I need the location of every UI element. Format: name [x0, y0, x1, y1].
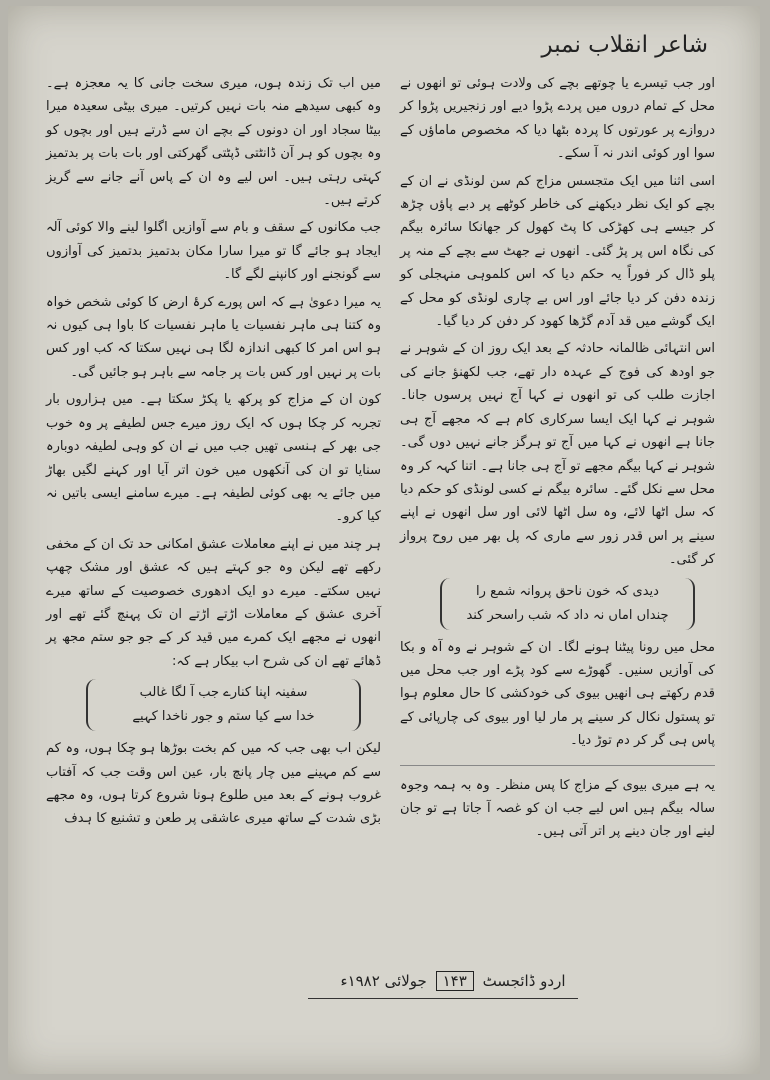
paragraph: ہر چند میں نے اپنے معاملات عشق امکانی حد تک ان کے مخفی رکھے تھے لیکن وہ جو کہتے ہیں کہ عشق اور مشک چھپ نہیں سکتے۔ میرے دو ایک ادھوری خصوصیت کے ساتھ میرے آخری عشق کے معاملات اڑتے اڑتے ان تک پہنچ گئے تھے اور انھوں نے مجھے ایک کمرے میں قید کر کے جو جو ستم مجھ پر ڈھائے تھے ان کی شرح اب بیکار ہے کہ:	[46, 536, 381, 669]
paragraph: اسی اثنا میں ایک متجسس مزاج کم سن لونڈی نے ان کے بچے کو ایک نظر دیکھنے کی خاطر کوٹھے پر دبے پاؤں چڑھ کر جیسے ہی کھڑکی کا پٹ کھول کر جھانکا سائرہ بیگم کی نگاہ اس پر پڑ گئی۔ انھوں نے جھٹ سے بچے کے منہ پر پلو ڈال کر فوراً یہ حکم دیا کہ اس کلموہی منہجلی کو زندہ دفن کر دیا جائے اور اس بے چاری لونڈی کو محل کے ایک گوشے میں قد آدم گڑھا کھود کر دفن کر دیا گیا۔	[400, 173, 715, 330]
divider	[400, 765, 715, 766]
paragraph: میں اب تک زندہ ہوں، میری سخت جانی کا یہ معجزہ ہے۔ وہ کبھی سیدھے منہ بات نہیں کرتیں۔ میری بیٹی سعیدہ میرا بیٹا سجاد اور ان دونوں کے بچے ان سے ڈرتے ہیں اور بچوں کو وہ بچوں کو ہر آن ڈانٹتی ڈپٹتی گھرکتی اور بات بات پر بدتمیز کہتی رہتی ہیں۔ اس لیے وہ ان کے پاس آنے جانے سے گریز کرتے ہیں۔	[46, 76, 381, 209]
paragraph: جب مکانوں کے سقف و بام سے آوازیں اگلوا لینے والا کوئی آلہ ایجاد ہو جائے گا تو میرا سارا مکان بدتمیز بدتمیز کی آوازوں سے گونجنے اور کانپنے لگے گا۔	[46, 220, 381, 283]
paragraph: لیکن اب بھی جب کہ میں کم بخت بوڑھا ہو چکا ہوں، وہ کم سے کم مہینے میں چار پانچ بار، عین اس وقت جب کہ آفتاب غروب ہونے کے بعد میں طلوع ہونا شروع کرتا ہوں، وہ مجھے بڑی شدت کے ساتھ میری عاشقی پر طعن و تشنیع کا ہدف	[46, 741, 381, 827]
paragraph: اور جب تیسرے یا چوتھے بچے کی ولادت ہوئی تو انھوں نے محل کے تمام دروں میں پردے پڑوا دیے اور زنجیریں پڑوا کر دروازے پر عورتوں کا پردہ بٹھا دیا کہ مخصوص ماماؤں کے سوا اور کوئی اندر نہ آ سکے۔	[400, 76, 715, 162]
page	[8, 6, 760, 1074]
footer-rule	[308, 998, 578, 999]
page-number: ۱۴۳	[436, 971, 474, 991]
paragraph: اس انتہائی ظالمانہ حادثہ کے بعد ایک روز ان کے شوہر نے جو اودھ کی فوج کے عہدہ دار تھے، جب لکھنؤ جانے کی اجازت طلب کی تو انھوں نے کہا آج نہیں پرسوں جانا۔ شوہر نے کہا ایک ایسا سرکاری کام ہے کہ مجھے آج ہی جانا ہے انھوں نے کہا میں آج تو ہرگز جانے نہیں دوں گی۔ شوہر نے کہا بیگم مجھے تو آج ہی جانا ہے۔ اتنا کہہ کر وہ محل سے نکل گئے۔ سائرہ بیگم نے کسی لونڈی کو حکم دیا کہ سل اٹھا لائے، وہ سل اٹھا لائی اور سل انھوں نے اپنے سینے پر اس قدر زور سے ماری کہ پل بھر میں روح پرواز کر گئی۔	[400, 341, 715, 568]
left-column	[46, 72, 381, 835]
verse-block	[440, 578, 695, 630]
paragraph: یہ میرا دعویٰ ہے کہ اس پورے کرۂ ارض کا کوئی شخص خواہ وہ کتنا ہی ماہر نفسیات یا ماہر نفسیات کا باوا ہی کیوں نہ ہو اس امر کا کبھی اندازہ لگا ہی نہیں سکتا کہ کب اور کس بات پر نہیں اور کس بات پر جامہ سے باہر ہو جائیں گی۔	[46, 294, 381, 380]
paragraph: کون ان کے مزاج کو پرکھ یا پکڑ سکتا ہے۔ میں ہزاروں بار تجربہ کر چکا ہوں کہ ایک روز میرے جس لطیفے پر وہ خوب جی بھر کے ہنسی تھیں جب میں نے ان کو وہی لطیفہ دوبارہ سنایا تو ان کی آنکھوں میں خون اتر آیا اور کہنے لگیں بھاڑ میں جائے یہ بھی کوئی لطیفہ ہے۔ میرے سامنے ایسی باتیں نہ کیا کرو۔	[46, 392, 381, 525]
right-column	[400, 72, 715, 848]
page-title: شاعر انقلاب نمبر	[541, 32, 708, 58]
paragraph: یہ ہے میری بیوی کے مزاج کا پس منظر۔ وہ بہ ہمہ وجوہ سالہ بیگم ہیں اس لیے جب ان کو غصہ آ جاتا ہے تو جان لینے اور جان دینے پر اتر آتی ہیں۔	[400, 777, 715, 840]
verse-line: دیدی کہ خون ناحق پروانہ شمع را	[476, 583, 659, 599]
paragraph: محل میں رونا پیٹنا ہونے لگا۔ ان کے شوہر نے وہ آہ و بکا کی آوازیں سنیں۔ گھوڑے سے کود پڑے اور جب محل میں قدم رکھتے ہی انھیں بیوی کی خودکشی کا حال معلوم ہوا تو پستول نکال کر سینے پر مار لیا اور بیوی کی چارپائی کے پاس ہی گر کر دم توڑ دیا۔	[400, 639, 715, 749]
verse-line: سفینہ اپنا کنارے جب آ لگا غالب	[139, 685, 308, 701]
verse-block	[86, 679, 361, 731]
verse-line: چنداں اماں نہ داد کہ شب راسحر کند	[466, 607, 669, 623]
verse-line: خدا سے کیا ستم و جور ناخدا کہیے	[132, 709, 315, 725]
footer-date: جولائی ۱۹۸۲ء	[340, 972, 427, 990]
page-footer	[298, 971, 608, 991]
footer-digest: اردو ڈائجسٹ	[482, 972, 566, 990]
